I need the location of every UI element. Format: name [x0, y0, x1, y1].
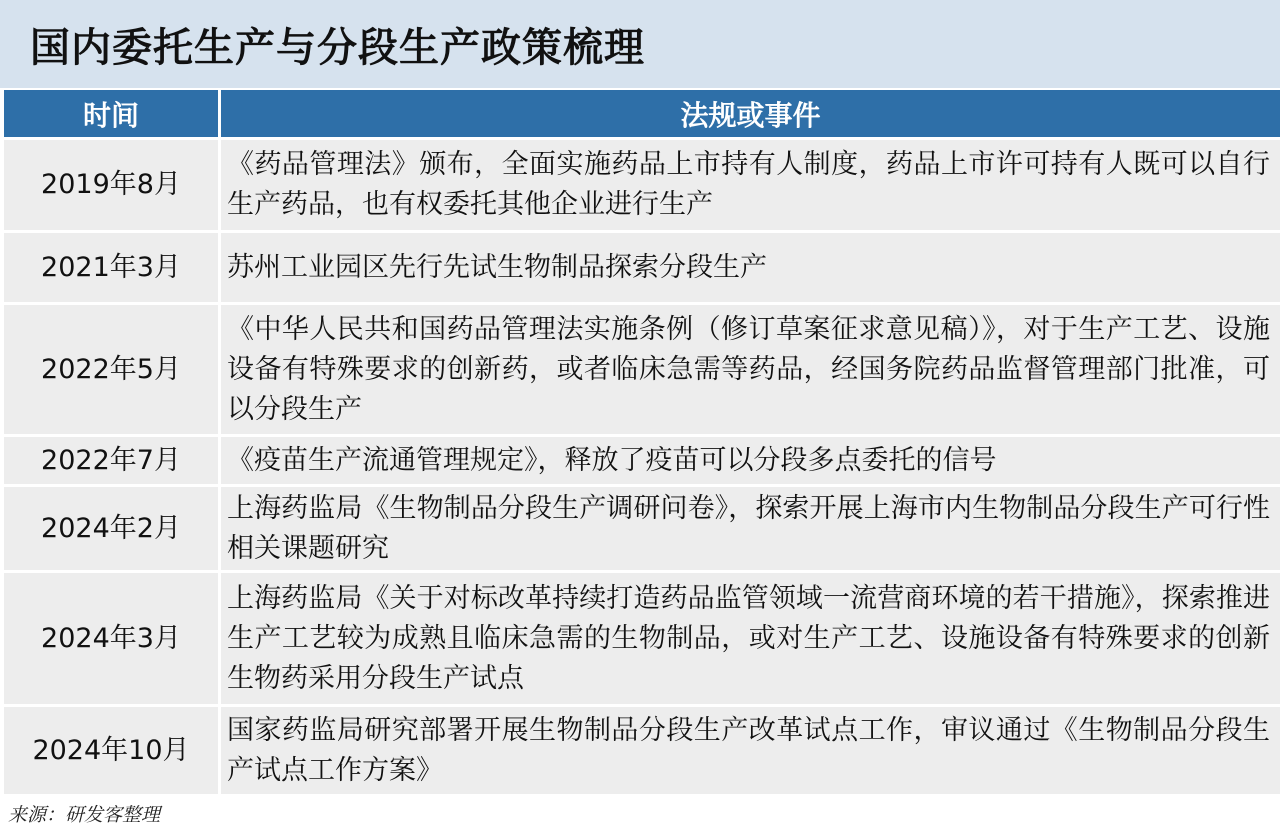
row-time: 2022年7月	[4, 437, 221, 487]
table-row	[4, 140, 1280, 233]
row-event: 国家药监局研究部署开展生物制品分段生产改革试点工作，审议通过《生物制品分段生产试点工作方案》	[221, 707, 1280, 797]
row-time: 2024年10月	[4, 707, 221, 797]
row-time: 2024年3月	[4, 573, 221, 707]
table-row	[4, 487, 1280, 573]
row-event: 《药品管理法》颁布，全面实施药品上市持有人制度，药品上市许可持有人既可以自行生产药品，也有权委托其他企业进行生产	[221, 140, 1280, 233]
row-time: 2024年2月	[4, 487, 221, 573]
row-time: 2019年8月	[4, 140, 221, 233]
table-row	[4, 233, 1280, 305]
page-title: 国内委托生产与分段生产政策梳理	[30, 24, 645, 71]
table-row	[4, 573, 1280, 707]
row-event: 《疫苗生产流通管理规定》，释放了疫苗可以分段多点委托的信号	[221, 437, 1280, 487]
table-row	[4, 437, 1280, 487]
table-row	[4, 707, 1280, 797]
column-header-time: 时间	[4, 90, 221, 140]
row-event: 上海药监局《关于对标改革持续打造药品监管领域一流营商环境的若干措施》，探索推进生产工艺较为成熟且临床急需的生物制品，或对生产工艺、设施设备有特殊要求的创新生物药采用分段生产试点	[221, 573, 1280, 707]
table-header-row	[4, 90, 1280, 140]
source-note: 来源：研发客整理	[8, 804, 161, 826]
row-time: 2022年5月	[4, 305, 221, 437]
row-time: 2021年3月	[4, 233, 221, 305]
policy-table	[4, 90, 1280, 797]
row-event: 苏州工业园区先行先试生物制品探索分段生产	[221, 233, 1280, 305]
column-header-event: 法规或事件	[221, 90, 1280, 140]
table-row	[4, 305, 1280, 437]
row-event: 《中华人民共和国药品管理法实施条例（修订草案征求意见稿）》，对于生产工艺、设施设备有特殊要求的创新药，或者临床急需等药品，经国务院药品监督管理部门批准，可以分段生产	[221, 305, 1280, 437]
title-bar	[0, 0, 1280, 88]
row-event: 上海药监局《生物制品分段生产调研问卷》，探索开展上海市内生物制品分段生产可行性相关课题研究	[221, 487, 1280, 573]
